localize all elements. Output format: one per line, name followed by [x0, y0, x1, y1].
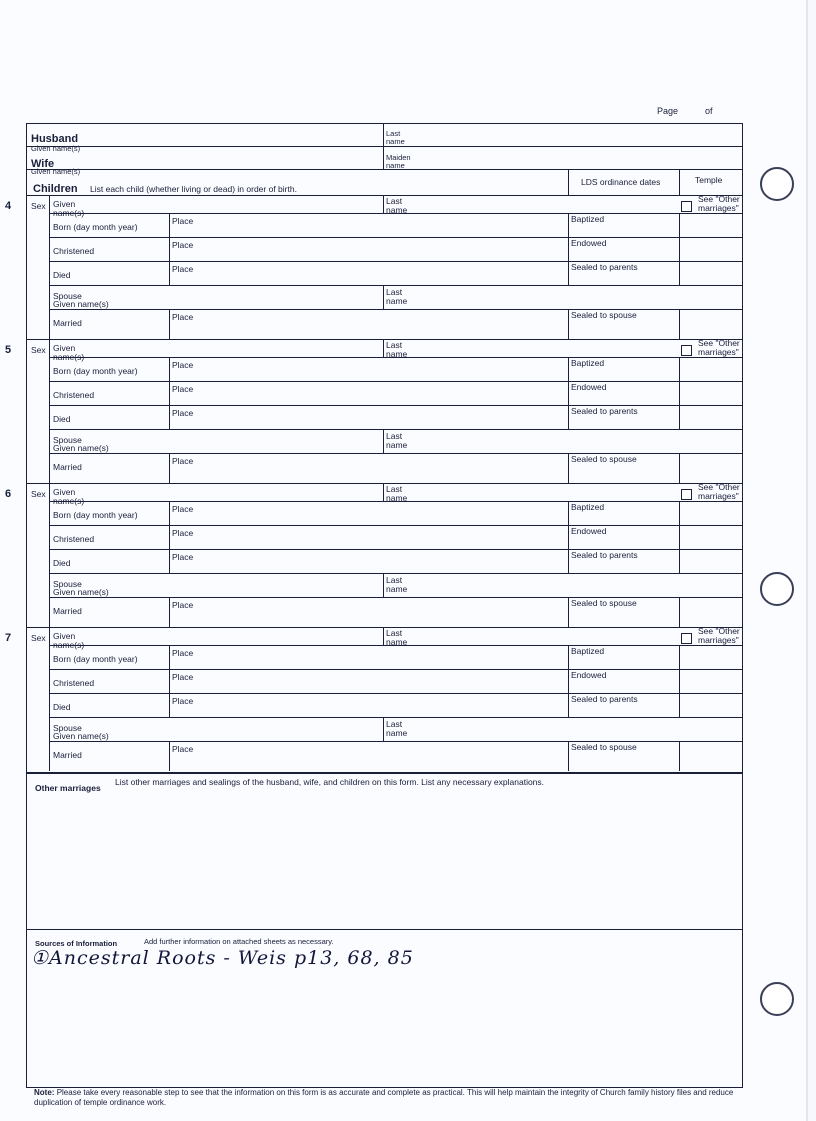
married-place-label: Place — [172, 312, 194, 322]
given-name-label: name(s) — [53, 496, 85, 506]
spouse-given-label: Given name(s) — [53, 443, 109, 453]
sources-handwritten-entry: ①Ancestral Roots - Weis p13, 68, 85 — [31, 947, 414, 969]
sealed-spouse-label: Sealed to spouse — [571, 310, 637, 320]
given-label: Given — [53, 343, 76, 353]
see-other-label: See "Other — [698, 338, 740, 348]
spouse-last-name-label: name — [386, 728, 408, 738]
spouse-last-label: Last — [386, 287, 403, 297]
of-label: of — [705, 106, 713, 116]
husband-last-field[interactable] — [417, 126, 737, 144]
other-marriages-title: Other marriages — [35, 783, 101, 793]
born-label: Born (day month year) — [53, 510, 138, 520]
born-place-label: Place — [172, 360, 194, 370]
sealed-spouse-label: Sealed to spouse — [571, 598, 637, 608]
spouse-label: Spouse — [53, 291, 82, 301]
married-place-label: Place — [172, 744, 194, 754]
sex-label: Sex — [31, 201, 46, 211]
children-label: Children — [33, 183, 78, 195]
family-group-form — [5, 123, 743, 1088]
wife-name-label: name — [386, 161, 405, 170]
last-name-label: name — [386, 493, 408, 503]
other-marriages-area[interactable] — [31, 796, 736, 926]
spouse-label: Spouse — [53, 723, 82, 733]
child-number: 7 — [5, 632, 12, 644]
given-name-label: name(s) — [53, 640, 85, 650]
wife-given-label: Given name(s) — [31, 167, 81, 176]
spouse-last-name-label: name — [386, 440, 408, 450]
see-other-label: See "Other — [698, 482, 740, 492]
christened-place-label: Place — [172, 528, 194, 538]
children-note: List each child (whether living or dead) in order of birth. — [90, 184, 297, 194]
child-block — [5, 626, 742, 771]
husband-given-field[interactable] — [117, 126, 381, 144]
sources-text: Add further information on attached sheets as necessary. — [144, 937, 334, 946]
died-label: Died — [53, 414, 71, 424]
died-place-label: Place — [172, 264, 194, 274]
spouse-last-name-label: name — [386, 584, 408, 594]
last-name-label: name — [386, 205, 408, 215]
endowed-label: Endowed — [571, 670, 607, 680]
other-marriages-text: List other marriages and sealings of the husband, wife, and children on this form. List any necessary explanations. — [115, 777, 545, 787]
marriages-label: marriages" — [698, 203, 739, 213]
baptized-label: Baptized — [571, 646, 605, 656]
husband-given-label: Given name(s) — [31, 144, 81, 153]
sealed-spouse-label: Sealed to spouse — [571, 742, 637, 752]
spouse-label: Spouse — [53, 435, 82, 445]
spouse-label: Spouse — [53, 579, 82, 589]
given-name-label: name(s) — [53, 352, 85, 362]
sex-label: Sex — [31, 345, 46, 355]
sealed-parents-label: Sealed to parents — [571, 694, 638, 704]
child-number: 4 — [5, 200, 12, 212]
wife-label: Wife — [31, 158, 55, 170]
wife-maiden-label: Maiden — [386, 153, 411, 162]
sealed-spouse-label: Sealed to spouse — [571, 454, 637, 464]
marriages-label: marriages" — [698, 491, 739, 501]
marriages-label: marriages" — [698, 347, 739, 357]
spouse-given-label: Given name(s) — [53, 731, 109, 741]
footer-note — [34, 1088, 744, 1108]
given-label: Given — [53, 487, 76, 497]
spouse-last-label: Last — [386, 719, 403, 729]
spouse-last-label: Last — [386, 431, 403, 441]
see-other-marriages-checkbox[interactable] — [681, 345, 692, 356]
sealed-parents-label: Sealed to parents — [571, 262, 638, 272]
child-block — [5, 482, 742, 627]
sex-label: Sex — [31, 489, 46, 499]
husband-last-label: Last — [386, 129, 401, 138]
died-label: Died — [53, 558, 71, 568]
child-block — [5, 194, 742, 339]
see-other-marriages-checkbox[interactable] — [681, 489, 692, 500]
sources-area[interactable] — [31, 950, 736, 1080]
endowed-label: Endowed — [571, 526, 607, 536]
last-label: Last — [386, 196, 403, 206]
married-label: Married — [53, 462, 82, 472]
see-other-label: See "Other — [698, 194, 740, 204]
page-label: Page — [657, 106, 679, 116]
last-label: Last — [386, 484, 403, 494]
see-other-marriages-checkbox[interactable] — [681, 633, 692, 644]
born-label: Born (day month year) — [53, 654, 138, 664]
endowed-label: Endowed — [571, 238, 607, 248]
wife-given-field[interactable] — [117, 148, 381, 167]
husband-name-label: name — [386, 137, 405, 146]
christened-place-label: Place — [172, 384, 194, 394]
christened-label: Christened — [53, 534, 95, 544]
child-block — [5, 338, 742, 483]
married-label: Married — [53, 750, 82, 760]
died-place-label: Place — [172, 696, 194, 706]
died-place-label: Place — [172, 552, 194, 562]
footer-note-label: Note: — [34, 1088, 55, 1097]
died-label: Died — [53, 702, 71, 712]
last-name-label: name — [386, 637, 408, 647]
given-label: Given — [53, 631, 76, 641]
given-name-label: name(s) — [53, 208, 85, 218]
spouse-given-label: Given name(s) — [53, 587, 109, 597]
died-place-label: Place — [172, 408, 194, 418]
born-label: Born (day month year) — [53, 222, 138, 232]
sex-label: Sex — [31, 633, 46, 643]
christened-label: Christened — [53, 246, 95, 256]
last-label: Last — [386, 340, 403, 350]
wife-maiden-field[interactable] — [417, 148, 737, 167]
spouse-last-name-label: name — [386, 296, 408, 306]
marriages-label: marriages" — [698, 635, 739, 645]
spouse-given-label: Given name(s) — [53, 299, 109, 309]
last-name-label: name — [386, 349, 408, 359]
died-label: Died — [53, 270, 71, 280]
temple-label: Temple — [695, 175, 723, 185]
born-place-label: Place — [172, 216, 194, 226]
spouse-last-label: Last — [386, 575, 403, 585]
given-label: Given — [53, 199, 76, 209]
see-other-label: See "Other — [698, 626, 740, 636]
born-place-label: Place — [172, 648, 194, 658]
binder-hole — [760, 167, 794, 201]
see-other-marriages-checkbox[interactable] — [681, 201, 692, 212]
husband-label: Husband — [31, 133, 79, 145]
born-place-label: Place — [172, 504, 194, 514]
endowed-label: Endowed — [571, 382, 607, 392]
christened-label: Christened — [53, 678, 95, 688]
sources-title: Sources of Information — [35, 939, 118, 948]
last-label: Last — [386, 628, 403, 638]
binder-hole — [760, 982, 794, 1016]
sealed-parents-label: Sealed to parents — [571, 550, 638, 560]
christened-place-label: Place — [172, 672, 194, 682]
baptized-label: Baptized — [571, 214, 605, 224]
binder-hole — [760, 572, 794, 606]
christened-place-label: Place — [172, 240, 194, 250]
child-number: 5 — [5, 344, 12, 356]
married-place-label: Place — [172, 600, 194, 610]
sealed-parents-label: Sealed to parents — [571, 406, 638, 416]
baptized-label: Baptized — [571, 358, 605, 368]
married-place-label: Place — [172, 456, 194, 466]
footer-note-text: Please take every reasonable step to see that the information on this form is as accurate and complete as practical. This will help maintain the integrity of Church family history files and reduce duplication of temple ordinance work. — [34, 1088, 734, 1107]
married-label: Married — [53, 318, 82, 328]
baptized-label: Baptized — [571, 502, 605, 512]
lds-ordinance-label: LDS ordinance dates — [581, 177, 661, 187]
married-label: Married — [53, 606, 82, 616]
child-number: 6 — [5, 488, 12, 500]
christened-label: Christened — [53, 390, 95, 400]
born-label: Born (day month year) — [53, 366, 138, 376]
